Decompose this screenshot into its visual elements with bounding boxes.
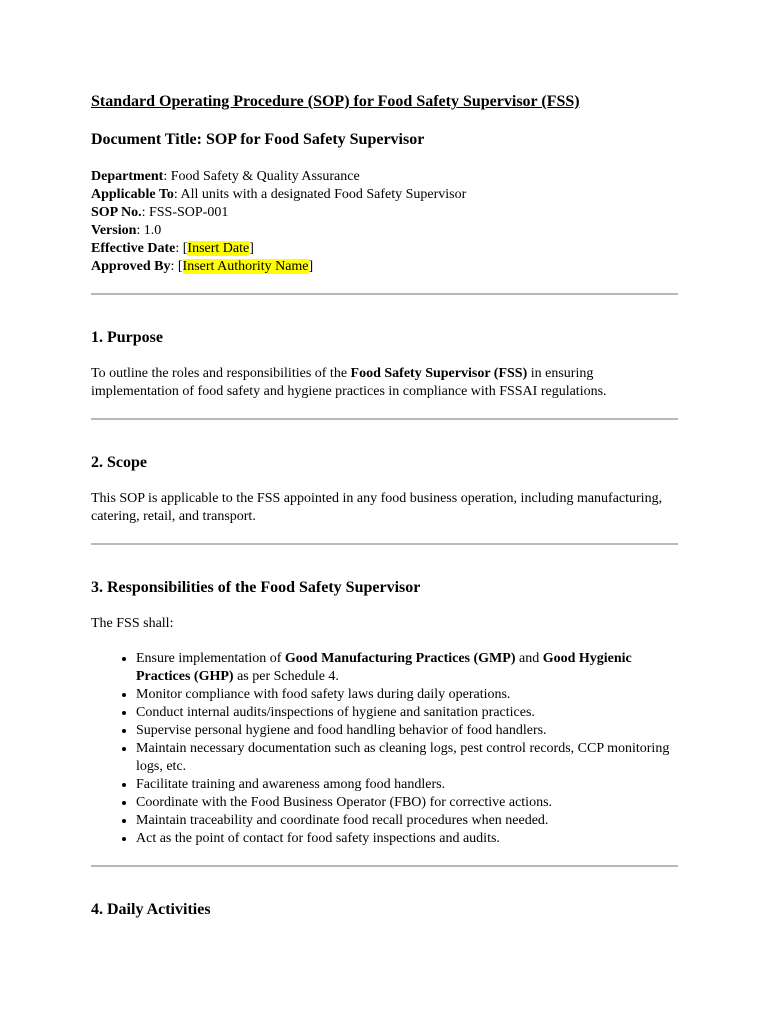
approved-by-row (91, 258, 678, 276)
effective-date-suffix: ] (249, 241, 254, 256)
section-divider (91, 865, 678, 867)
section-divider (91, 543, 678, 545)
approved-by-label: Approved By (91, 259, 171, 274)
sop-number-value: : FSS-SOP-001 (141, 205, 229, 220)
scope-text: This SOP is applicable to the FSS appointed in any food business operation, including manufacturing, catering, retail, and transport. (91, 491, 663, 524)
list-item-text: and (515, 651, 543, 666)
responsibilities-intro: The FSS shall: (91, 616, 174, 631)
purpose-heading: 1. Purpose (91, 329, 163, 346)
effective-date-prefix: : [ (175, 241, 188, 256)
sop-number-label: SOP No. (91, 205, 142, 220)
list-item: • Maintain necessary documentation such as cleaning logs, pest control records, CCP monitoring logs, etc. (136, 740, 678, 776)
effective-date-placeholder: Insert Date (187, 241, 250, 256)
applicable-label: Applicable To (91, 187, 174, 202)
approved-by-prefix: : [ (170, 259, 183, 274)
list-item-text: Ensure implementation of (136, 651, 285, 666)
approved-by-placeholder: Insert Authority Name (182, 259, 309, 274)
sop-number-row (91, 204, 678, 222)
version-row (91, 222, 678, 240)
section-divider (91, 418, 678, 420)
effective-date-label: Effective Date (91, 241, 176, 256)
effective-date-row (91, 240, 678, 258)
scope-heading: 2. Scope (91, 454, 147, 471)
list-item: • Maintain traceability and coordinate food recall procedures when needed. (136, 812, 678, 830)
metadata-block (91, 168, 678, 276)
purpose-text-start: To outline the roles and responsibilities of the (91, 366, 351, 381)
department-label: Department (91, 169, 164, 184)
document-body (91, 92, 678, 937)
list-item (136, 650, 678, 686)
daily-activities-heading: 4. Daily Activities (91, 901, 211, 918)
list-item: • Facilitate training and awareness among food handlers. (136, 776, 678, 794)
document-title: Document Title: SOP for Food Safety Supervisor (91, 131, 425, 148)
responsibilities-heading: 3. Responsibilities of the Food Safety Supervisor (91, 579, 421, 596)
list-item-text: as per Schedule 4. (233, 669, 339, 684)
purpose-text-end: in ensuring implementation of food safety and hygiene practices in compliance with FSSAI regulations. (91, 366, 607, 399)
purpose-text-bold: Food Safety Supervisor (FSS) (350, 366, 528, 381)
applicable-row (91, 186, 678, 204)
list-item: • Act as the point of contact for food safety inspections and audits. (136, 830, 678, 848)
list-item: • Conduct internal audits/inspections of hygiene and sanitation practices. (136, 704, 678, 722)
purpose-text (91, 365, 678, 401)
applicable-value: : All units with a designated Food Safety Supervisor (173, 187, 467, 202)
department-row (91, 168, 678, 186)
responsibilities-list (91, 650, 678, 848)
list-item: • Supervise personal hygiene and food handling behavior of food handlers. (136, 722, 678, 740)
section-divider (91, 293, 678, 295)
list-item: • Monitor compliance with food safety laws during daily operations. (136, 686, 678, 704)
list-item-bold: Good Hygienic Practices (GHP) (136, 651, 632, 684)
department-value: : Food Safety & Quality Assurance (163, 169, 360, 184)
main-title: Standard Operating Procedure (SOP) for Food Safety Supervisor (FSS) (91, 93, 580, 110)
approved-by-suffix: ] (308, 259, 314, 274)
version-label: Version (91, 223, 137, 238)
list-item-bold: Good Manufacturing Practices (GMP) (284, 651, 516, 666)
list-item: • Coordinate with the Food Business Operator (FBO) for corrective actions. (136, 794, 678, 812)
version-value: : 1.0 (136, 223, 162, 238)
